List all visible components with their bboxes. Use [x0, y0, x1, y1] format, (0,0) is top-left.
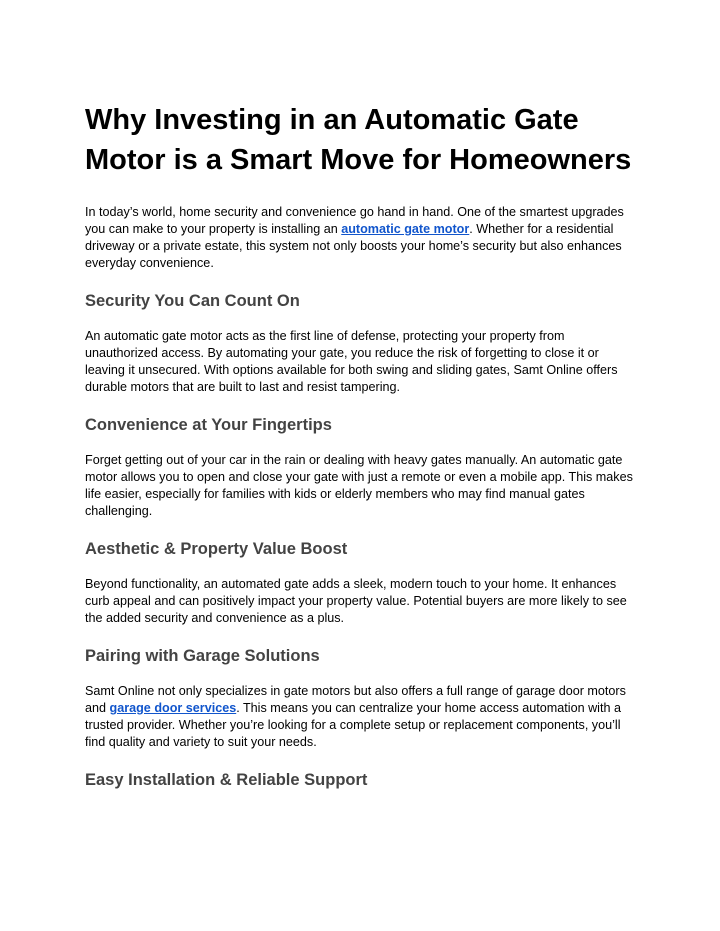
- intro-paragraph: [85, 204, 636, 272]
- garage-text-before: Samt Online not only specializes in gate motors but also offers a full range of garage door motors and: [85, 684, 626, 715]
- garage-door-services-link[interactable]: garage door services: [109, 701, 237, 715]
- automatic-gate-motor-link[interactable]: automatic gate motor: [341, 222, 470, 236]
- section-body-aesthetic: Beyond functionality, an automated gate adds a sleek, modern touch to your home. It enhances curb appeal and can positively impact your property value. Potential buyers are more likely to see the added security and convenience as a plus.: [85, 577, 627, 625]
- intro-text-after: . Whether for a residential driveway or a private estate, this system not only boosts your home’s security but also enhances everyday convenience.: [85, 222, 622, 270]
- garage-text-after: . This means you can centralize your home access automation with a trusted provider. Whether you’re looking for a complete setup or replacement components, you’ll find quality and variety to suit your needs.: [85, 701, 621, 749]
- section-body-security: An automatic gate motor acts as the first line of defense, protecting your property from unauthorized access. By automating your gate, you reduce the risk of forgetting to close it or leaving it unsecured. With options available for both swing and sliding gates, Samt Online offers durable motors that are built to last and resist tampering.: [85, 329, 618, 394]
- section-heading-convenience: Convenience at Your Fingertips: [85, 416, 332, 434]
- intro-text-before: In today’s world, home security and convenience go hand in hand. One of the smartest upgrades you can make to your property is installing an: [85, 205, 624, 236]
- section-heading-aesthetic: Aesthetic & Property Value Boost: [85, 540, 348, 558]
- section-heading-installation: Easy Installation & Reliable Support: [85, 771, 368, 789]
- document-title: Why Investing in an Automatic Gate Motor is a Smart Move for Homeowners: [85, 104, 632, 176]
- section-heading-garage: Pairing with Garage Solutions: [85, 647, 320, 665]
- section-body-garage: [85, 683, 636, 751]
- section-body-convenience: Forget getting out of your car in the rain or dealing with heavy gates manually. An automatic gate motor allows you to open and close your gate with just a remote or even a mobile app. This makes life easier, especially for families with kids or elderly members who may find manual gates challenging.: [85, 453, 633, 518]
- section-heading-security: Security You Can Count On: [85, 292, 300, 310]
